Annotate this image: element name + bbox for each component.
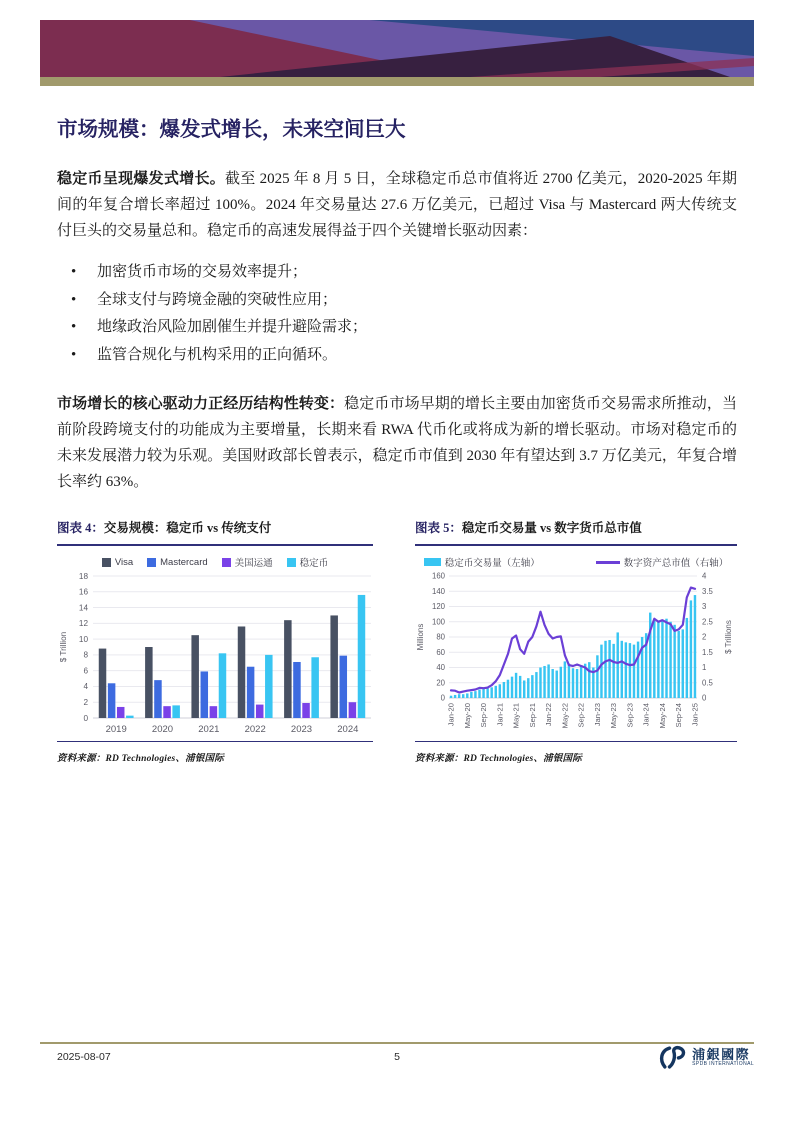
svg-text:2019: 2019 — [105, 724, 127, 735]
legend-item — [102, 557, 133, 568]
svg-text:2020: 2020 — [151, 724, 174, 735]
svg-text:0.5: 0.5 — [702, 678, 713, 688]
legend-swatch — [222, 558, 231, 567]
page-number: 5 — [394, 1051, 400, 1063]
svg-text:Jan-20: Jan-20 — [446, 703, 456, 727]
svg-text:3.5: 3.5 — [702, 586, 713, 596]
svg-text:2023: 2023 — [290, 724, 313, 735]
figure5-chart-svg — [415, 570, 737, 738]
svg-text:6: 6 — [83, 666, 88, 676]
legend-label: 稳定币交易量（左轴） — [444, 558, 540, 569]
figure4-legend — [57, 555, 373, 569]
figure-caption — [415, 520, 737, 537]
svg-text:18: 18 — [78, 571, 88, 581]
legend-label: 数字资产总市值（右轴） — [623, 558, 729, 569]
figure-label: 图表 5： — [415, 521, 462, 535]
svg-text:May-20: May-20 — [462, 703, 472, 729]
svg-text:Jan-22: Jan-22 — [544, 703, 554, 727]
svg-text:2.5: 2.5 — [702, 617, 713, 627]
page-content — [57, 100, 737, 764]
svg-text:Sep-23: Sep-23 — [625, 703, 635, 728]
logo-text-en: SPDB INTERNATIONAL — [692, 1061, 754, 1067]
figure-source: 资料来源：RD Technologies、浦银国际 — [57, 754, 224, 764]
svg-text:60: 60 — [436, 647, 445, 657]
legend-swatch — [424, 558, 441, 566]
svg-text:$ Trillions: $ Trillions — [724, 620, 733, 654]
svg-text:40: 40 — [436, 663, 445, 673]
legend-label: 稳定币 — [299, 558, 329, 569]
svg-text:100: 100 — [431, 617, 445, 627]
list-item: • 地缘政治风险加剧催生并提升避险需求； — [57, 314, 737, 342]
legend-item — [596, 555, 729, 569]
list-item: • 监管合规化与机构采用的正向循环。 — [57, 342, 737, 370]
svg-text:Millions: Millions — [416, 623, 425, 651]
caption-rule — [415, 544, 737, 546]
svg-text:Jan-25: Jan-25 — [690, 703, 700, 727]
svg-text:May-22: May-22 — [560, 703, 570, 729]
svg-text:16: 16 — [78, 587, 88, 597]
svg-text:1: 1 — [702, 663, 707, 673]
svg-text:2: 2 — [702, 632, 707, 642]
figure-4 — [57, 520, 373, 764]
svg-text:$ Trillion: $ Trillion — [59, 631, 68, 663]
svg-text:3: 3 — [702, 602, 707, 612]
svg-text:140: 140 — [431, 586, 445, 596]
svg-text:0: 0 — [83, 713, 88, 723]
figure-bottom-rule — [415, 741, 737, 742]
legend-label: Mastercard — [160, 556, 208, 568]
svg-text:160: 160 — [431, 571, 445, 581]
figure-title: 交易规模：稳定币 vs 传统支付 — [103, 521, 272, 535]
svg-text:Sep-20: Sep-20 — [479, 703, 489, 728]
legend-item — [287, 555, 329, 569]
footer-rule — [40, 1042, 754, 1044]
intro-lead: 稳定币呈现爆发式增长。 — [57, 171, 226, 187]
svg-text:12: 12 — [78, 619, 88, 629]
caption-rule — [57, 544, 373, 546]
legend-item — [222, 555, 273, 569]
header-band — [40, 20, 754, 86]
svg-text:Sep-22: Sep-22 — [576, 703, 586, 728]
svg-text:20: 20 — [436, 678, 445, 688]
svg-text:Jan-21: Jan-21 — [495, 703, 505, 727]
svg-text:2022: 2022 — [244, 724, 266, 735]
svg-text:May-23: May-23 — [609, 703, 619, 729]
svg-text:14: 14 — [78, 603, 88, 613]
olive-strip — [40, 77, 754, 86]
transition-text: 稳定币市场早期的增长主要由加密货币交易需求所推动，当前阶段跨境支付的功能成为主要增量，长期来看 RWA 代币化或将成为新的增长驱动。市场对稳定币的未来发展潜力较为乐观。美国财政部长曾表示，稳定币市值到 2030 年有望达到 3.7 万亿美元，年复合增长率约 63%。 — [57, 396, 737, 490]
figure-source: 资料来源：RD Technologies、浦银国际 — [415, 754, 582, 764]
figure5-legend — [415, 555, 737, 569]
svg-text:Jan-23: Jan-23 — [592, 703, 602, 727]
svg-text:Sep-24: Sep-24 — [674, 703, 684, 728]
figure-caption — [57, 520, 373, 537]
legend-swatch — [596, 561, 620, 564]
svg-text:80: 80 — [436, 632, 445, 642]
logo-text-cn: 浦銀國際 — [692, 1047, 751, 1062]
svg-text:10: 10 — [78, 634, 88, 644]
intro-paragraph — [57, 166, 737, 244]
figure-title: 稳定币交易量 vs 数字货币总市值 — [461, 521, 642, 535]
svg-text:4: 4 — [702, 571, 707, 581]
legend-label: 美国运通 — [234, 558, 273, 569]
svg-text:Sep-21: Sep-21 — [527, 703, 537, 728]
svg-text:2: 2 — [83, 698, 88, 708]
list-item: • 全球支付与跨境金融的突破性应用； — [57, 287, 737, 315]
page-title: 市场规模：爆发式增长，未来空间巨大 — [57, 119, 406, 141]
intro-text: 截至 2025 年 8 月 5 日，全球稳定币总市值将近 2700 亿美元，2020-2025 年期间的年复合增长率超过 100%。2024 年交易量达 27.6 万亿美元，已超过 Visa 与 Mastercard 两大传统支付巨头的交易量总和。稳定币的高速发展得益于四个关键增长驱动因素： — [57, 171, 737, 239]
svg-text:1.5: 1.5 — [702, 647, 713, 657]
footer-date: 2025-08-07 — [57, 1051, 111, 1063]
svg-text:120: 120 — [431, 602, 445, 612]
list-item: • 加密货币市场的交易效率提升； — [57, 259, 737, 287]
svg-text:2024: 2024 — [337, 724, 359, 735]
company-logo — [658, 1045, 754, 1070]
transition-paragraph — [57, 391, 737, 495]
figures-row — [57, 520, 737, 764]
legend-label: Visa — [114, 556, 134, 568]
svg-text:0: 0 — [702, 693, 707, 703]
legend-swatch — [147, 558, 156, 567]
figure-bottom-rule — [57, 741, 373, 742]
logo-text — [692, 1048, 754, 1067]
transition-lead: 市场增长的核心驱动力正经历结构性转变： — [57, 396, 345, 412]
legend-swatch — [102, 558, 111, 567]
header-band-graphic — [40, 20, 754, 77]
svg-text:May-21: May-21 — [511, 703, 521, 729]
growth-drivers-list — [57, 259, 737, 369]
svg-text:2021: 2021 — [198, 724, 220, 735]
svg-text:4: 4 — [83, 682, 88, 692]
svg-text:May-24: May-24 — [657, 703, 667, 729]
figure-5 — [415, 520, 737, 764]
figure4-chart-svg — [57, 570, 373, 738]
svg-text:Jan-24: Jan-24 — [641, 703, 651, 727]
legend-swatch — [287, 558, 296, 567]
legend-item — [147, 557, 208, 568]
legend-item — [424, 555, 540, 569]
svg-text:8: 8 — [83, 650, 88, 660]
logo-mark-icon — [658, 1045, 687, 1070]
figure-label: 图表 4： — [57, 521, 104, 535]
svg-text:0: 0 — [440, 693, 445, 703]
